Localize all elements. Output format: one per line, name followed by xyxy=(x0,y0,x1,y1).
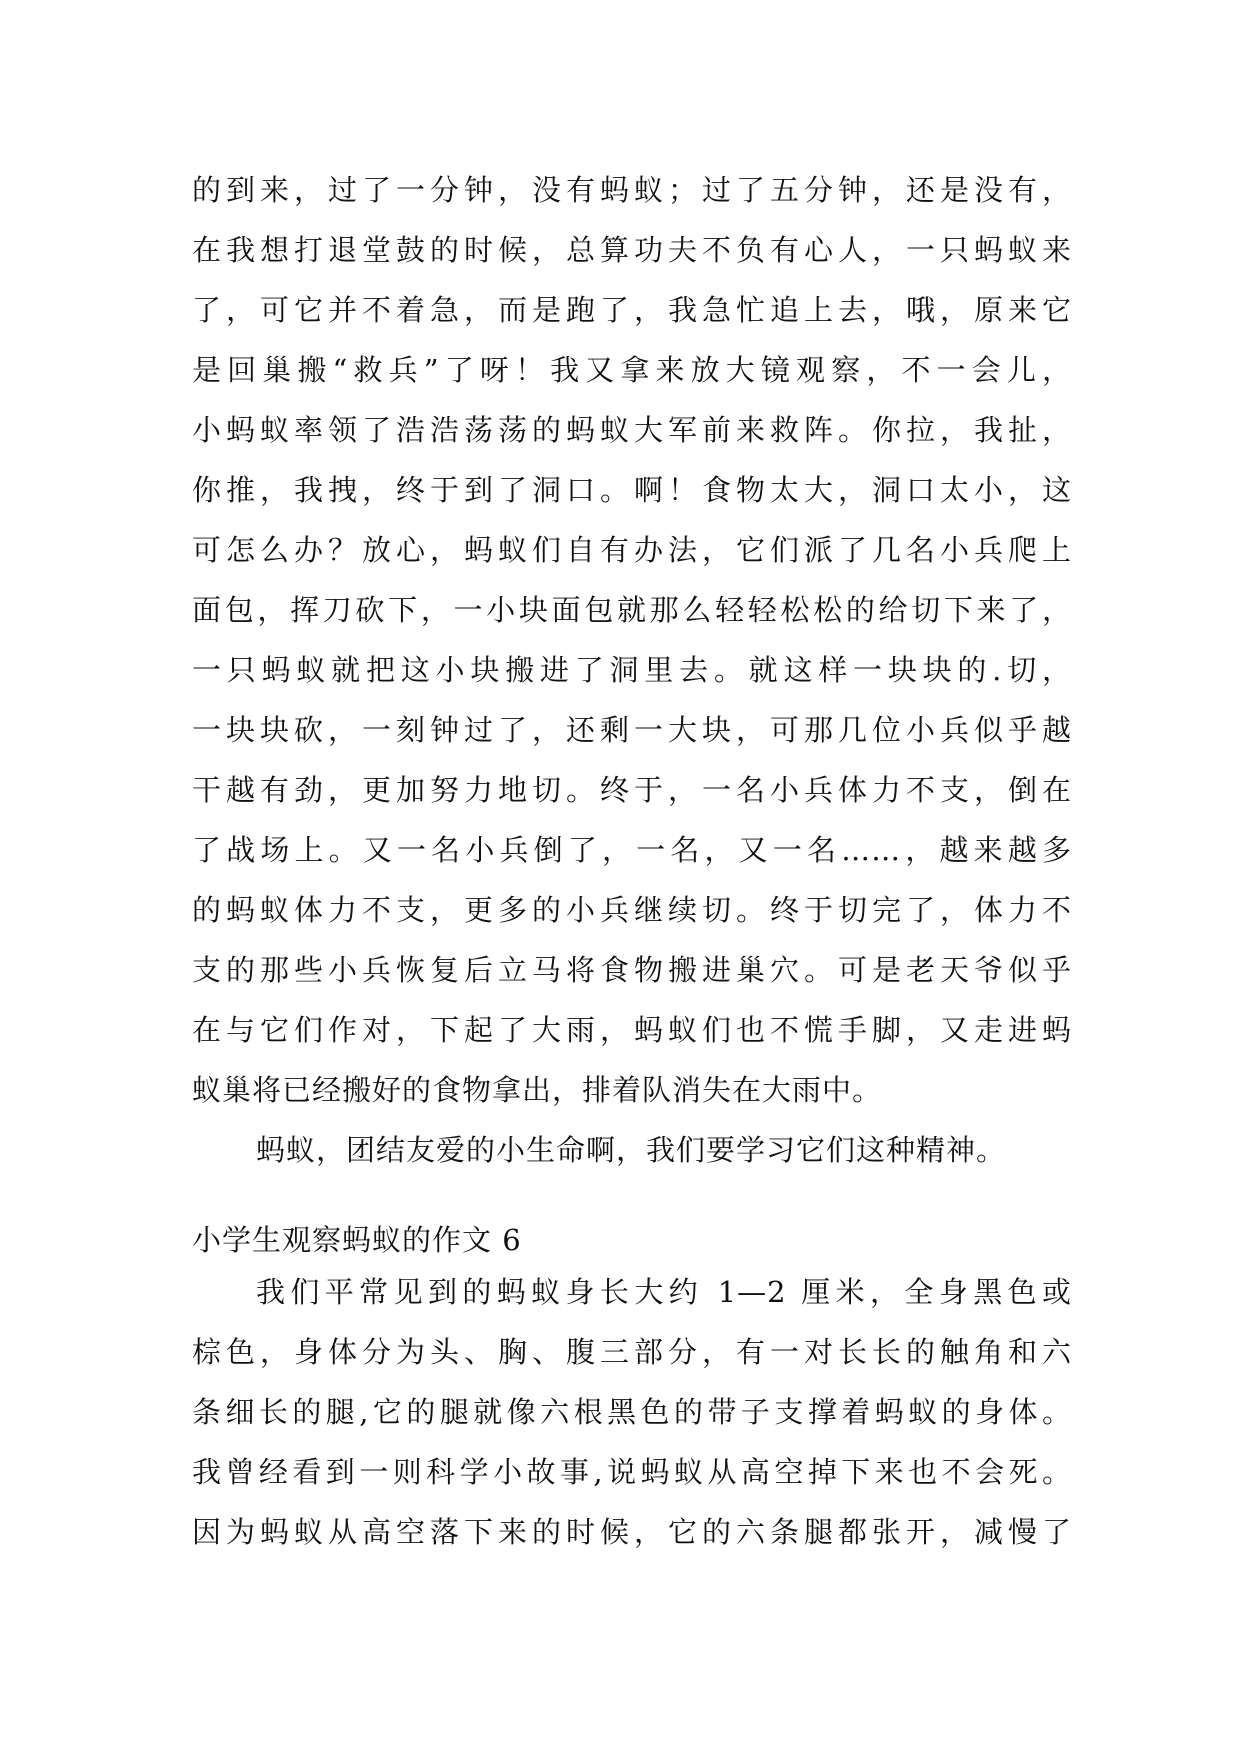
paragraph-line: 蚁巢将已经搬好的食物拿出，排着队消失在大雨中。 xyxy=(192,1073,883,1107)
paragraph-line: 一块块砍，一刻钟过了，还剩一大块，可那几位小兵似乎越 xyxy=(192,713,1072,747)
paragraph-line: 我曾经看到一则科学小故事,说蚂蚁从高空掉下来也不会死。 xyxy=(192,1455,1072,1489)
paragraph-line: 的到来，过了一分钟，没有蚂蚁；过了五分钟，还是没有， xyxy=(192,173,1072,207)
paragraph-line: 在与它们作对，下起了大雨，蚂蚁们也不慌手脚，又走进蚂 xyxy=(192,1013,1072,1047)
paragraph-line: 你推，我拽，终于到了洞口。啊！食物太大，洞口太小，这 xyxy=(192,473,1072,507)
paragraph-line: 干越有劲，更加努力地切。终于，一名小兵体力不支，倒在 xyxy=(192,773,1072,807)
paragraph-line: 小蚂蚁率领了浩浩荡荡的蚂蚁大军前来救阵。你拉，我扯， xyxy=(192,413,1072,447)
essay-body-continued xyxy=(192,160,1072,1180)
paragraph-line: 棕色，身体分为头、胸、腹三部分，有一对长长的触角和六 xyxy=(192,1335,1072,1369)
paragraph-line: 因为蚂蚁从高空落下来的时候，它的六条腿都张开，减慢了 xyxy=(192,1515,1072,1549)
paragraph-line: 我们平常见到的蚂蚁身长大约 1—2 厘米，全身黑色或 xyxy=(256,1275,1072,1309)
paragraph-line: 了，可它并不着急，而是跑了，我急忙追上去，哦，原来它 xyxy=(192,293,1072,327)
essay-title: 小学生观察蚂蚁的作文 6 xyxy=(192,1223,522,1257)
paragraph-line: 是回巢搬“救兵”了呀！我又拿来放大镜观察，不一会儿， xyxy=(192,353,1072,387)
paragraph-line: 了战场上。又一名小兵倒了，一名，又一名……，越来越多 xyxy=(192,833,1072,867)
paragraph-line: 面包，挥刀砍下，一小块面包就那么轻轻松松的给切下来了， xyxy=(192,593,1072,627)
paragraph-line: 可怎么办？放心，蚂蚁们自有办法，它们派了几名小兵爬上 xyxy=(192,533,1072,567)
paragraph-line: 支的那些小兵恢复后立马将食物搬进巢穴。可是老天爷似乎 xyxy=(192,953,1072,987)
conclusion-line: 蚂蚁，团结友爱的小生命啊，我们要学习它们这种精神。 xyxy=(256,1133,1007,1167)
paragraph-line: 一只蚂蚁就把这小块搬进了洞里去。就这样一块块的.切， xyxy=(192,653,1072,687)
paragraph-line: 在我想打退堂鼓的时候，总算功夫不负有心人，一只蚂蚁来 xyxy=(192,233,1072,267)
essay-body-6 xyxy=(192,1262,1072,1562)
paragraph-line: 的蚂蚁体力不支，更多的小兵继续切。终于切完了，体力不 xyxy=(192,893,1072,927)
paragraph-line: 条细长的腿,它的腿就像六根黑色的带子支撑着蚂蚁的身体。 xyxy=(192,1395,1072,1429)
